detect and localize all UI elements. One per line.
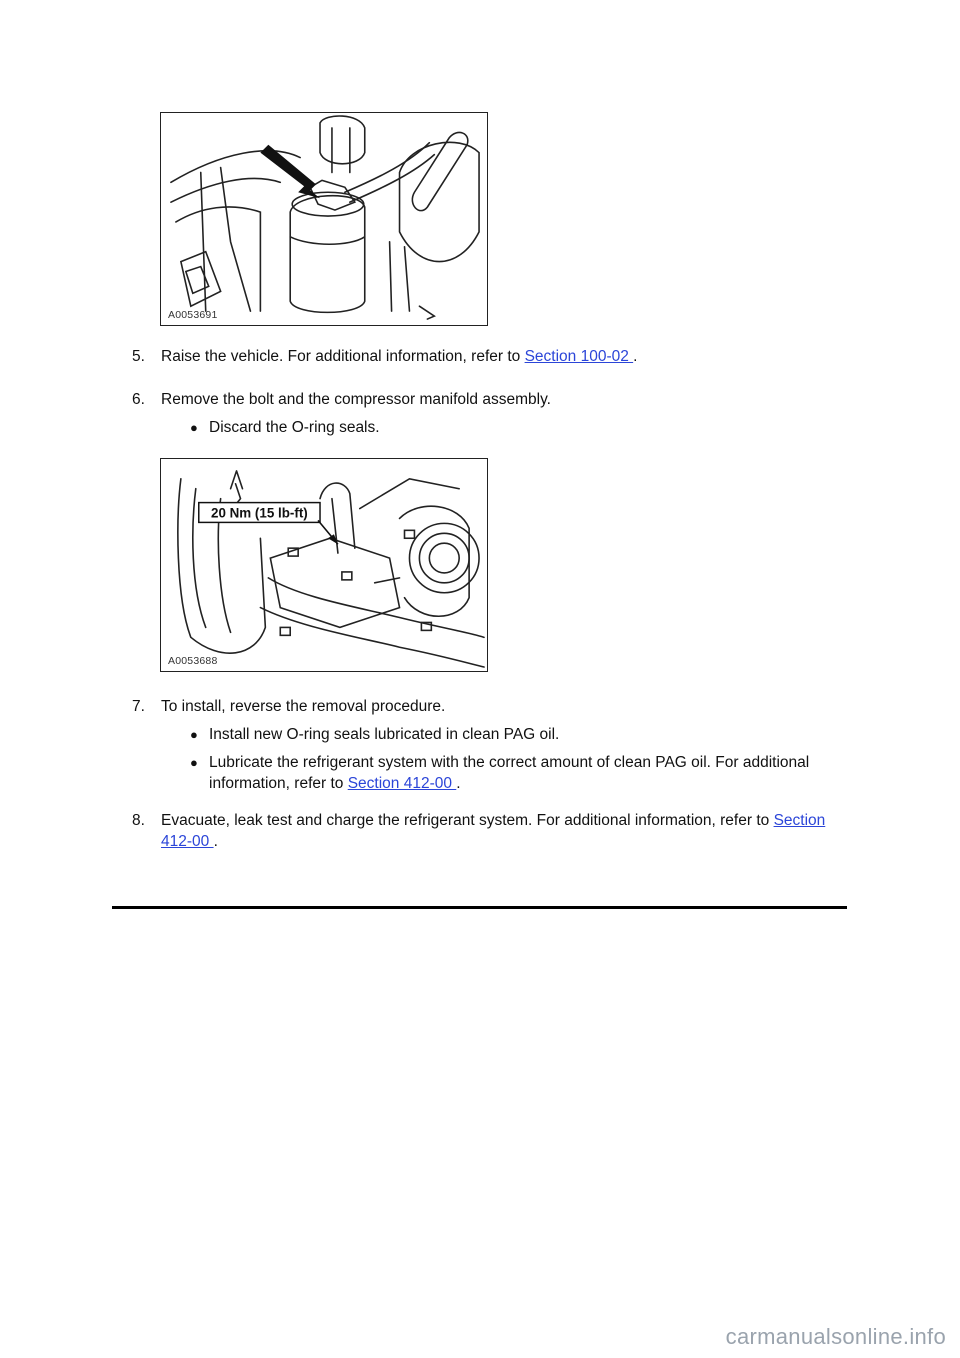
bullet-text: Discard the O-ring seals. (209, 419, 380, 436)
step-number: 6. (132, 391, 145, 408)
bullet-dot-icon: ● (190, 727, 198, 742)
figure-illustration-2 (160, 458, 488, 672)
step-text: To install, reverse the removal procedure. (161, 698, 446, 715)
step-8 (132, 810, 850, 852)
step-text-body: Evacuate, leak test and charge the refrigerant system. For additional information, refer to (161, 812, 774, 829)
bullet-dot-icon: ● (190, 755, 198, 770)
section-link-412-00[interactable]: Section 412-00 (161, 812, 826, 850)
figure-id: A0053691 (168, 309, 218, 321)
bullet-item (190, 417, 850, 438)
section-link-412-00[interactable]: Section 412-00 (347, 775, 457, 792)
bullet-text: Install new O-ring seals lubricated in clean PAG oil. (209, 726, 560, 743)
step-number: 8. (132, 812, 145, 829)
step-number: 5. (132, 348, 145, 365)
bullet-dot-icon: ● (190, 420, 198, 435)
bullet-text-body: Lubricate the refrigerant system with the correct amount of clean PAG oil. For additional information, refer to (209, 754, 810, 792)
step-text: Remove the bolt and the compressor manifold assembly. (161, 391, 551, 408)
bullet-item (190, 752, 850, 794)
step-5 (132, 346, 850, 367)
bullet-text-tail: . (456, 775, 461, 792)
step-number: 7. (132, 698, 145, 715)
step-6 (132, 389, 850, 410)
step-text (161, 810, 850, 852)
section-link-100-02[interactable]: Section 100-02 (524, 348, 634, 365)
step-text (161, 346, 850, 367)
step-text-body: Raise the vehicle. For additional information, refer to (161, 348, 525, 365)
figure-id: A0053688 (168, 655, 218, 667)
figure-illustration-1 (160, 112, 488, 326)
manifold-bolt-illustration (161, 459, 487, 671)
site-watermark: carmanualsonline.info (725, 1324, 946, 1349)
compressor-hose-illustration (161, 113, 487, 325)
bullet-item (190, 724, 850, 745)
section-divider (112, 906, 847, 909)
step-text-tail: . (633, 348, 638, 365)
torque-callout: 20 Nm (15 lb-ft) (211, 505, 308, 521)
step-7 (132, 696, 850, 717)
bullet-text (209, 752, 850, 794)
step-text-tail: . (213, 833, 218, 850)
